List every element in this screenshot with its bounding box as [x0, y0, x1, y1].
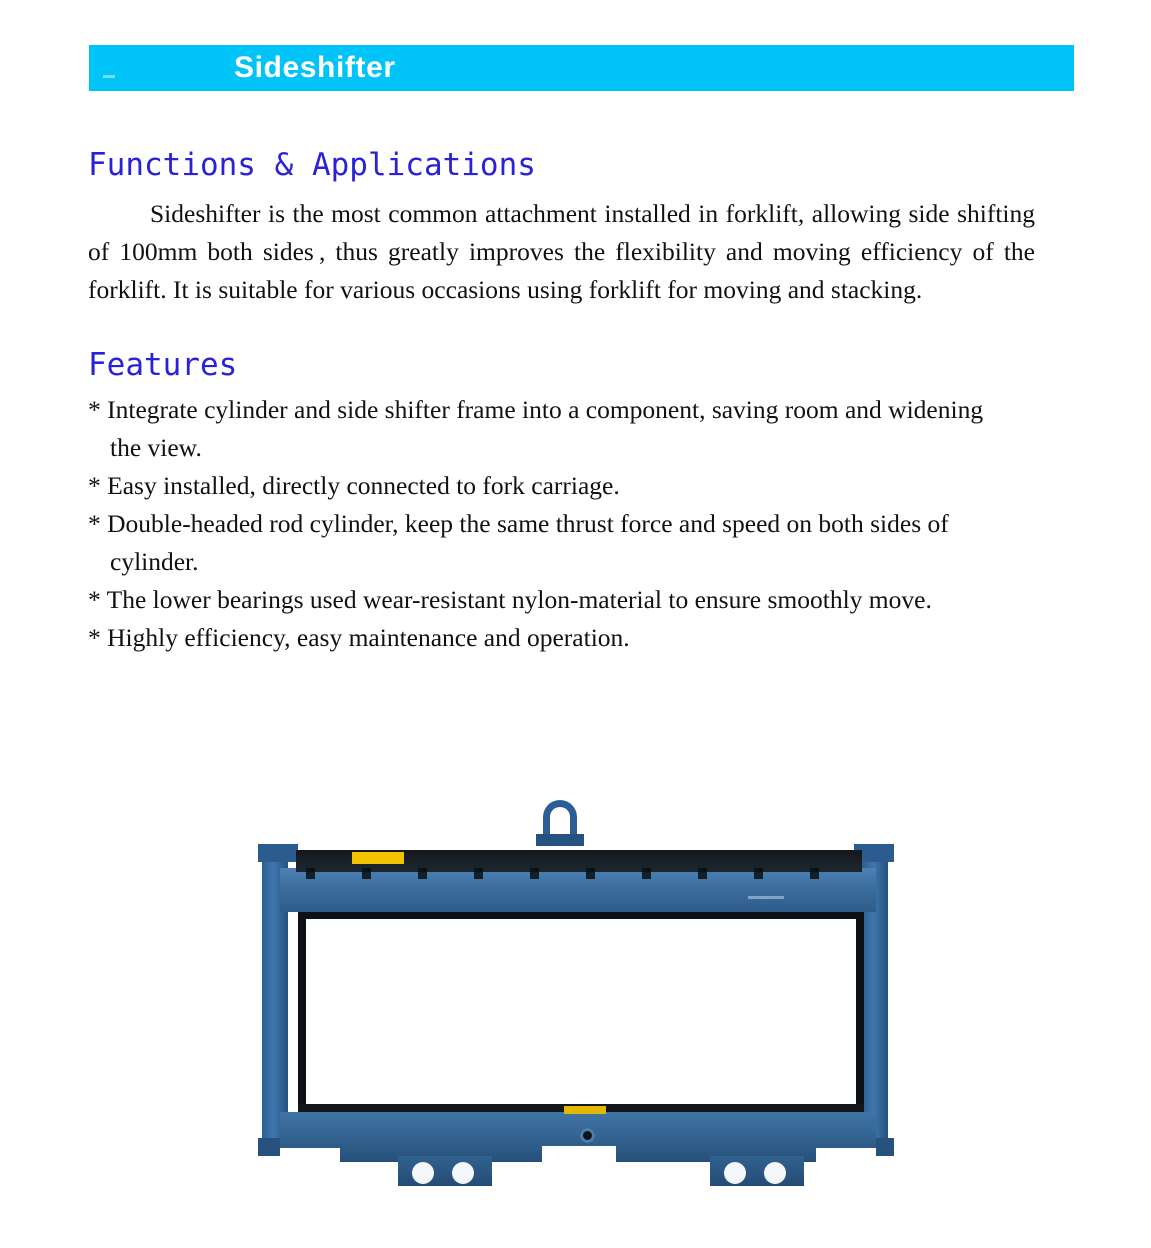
functions-paragraph: Sideshifter is the most common attachment installed in forklift, allowing side shifting of 100mm both sides , thus greatly improves the flexibility and moving efficiency of the forklift. It is suitable for various occasions using forklift for moving and stacking. [88, 199, 1035, 304]
photo-background [250, 788, 900, 1170]
warning-label-bottom [564, 1106, 606, 1114]
lower-hook-bracket-right [710, 1156, 804, 1186]
frame-bottom-hole [580, 1128, 595, 1143]
frame-bottom-cut-left [280, 1148, 340, 1162]
nylon-bearing [412, 1162, 434, 1184]
lifting-eye-base [536, 834, 584, 846]
warning-label-top [352, 852, 404, 864]
list-item: * Easy installed, directly connected to fork carriage. [88, 471, 620, 500]
lower-hook-bracket-left [398, 1156, 492, 1186]
sideshifter-frame [280, 846, 876, 1142]
nylon-bearing [764, 1162, 786, 1184]
frame-top-notches [306, 868, 854, 879]
features-section-heading: Features [88, 347, 238, 383]
document-content [88, 145, 1038, 657]
nylon-bearing [724, 1162, 746, 1184]
functions-section-heading: Functions & Applications [88, 147, 536, 183]
list-item: * The lower bearings used wear-resistant nylon-material to ensure smoothly move. [88, 585, 932, 614]
list-item: * Double-headed rod cylinder, keep the same thrust force and speed on both sides of cylinder. [88, 509, 949, 576]
list-item: * Integrate cylinder and side shifter frame into a component, saving room and widening the view. [88, 395, 984, 462]
page-header-banner [89, 45, 1074, 91]
frame-opening [306, 919, 856, 1105]
product-photo-sideshifter [250, 788, 900, 1170]
nylon-bearing [452, 1162, 474, 1184]
header-artifact-mark [103, 75, 115, 78]
frame-bottom-notch-center [542, 1146, 616, 1162]
frame-opening-rim [298, 912, 864, 1112]
features-list [88, 391, 1038, 657]
frame-bottom-cut-right [816, 1148, 876, 1162]
list-item: * Highly efficiency, easy maintenance and operation. [88, 623, 630, 652]
page-title: Sideshifter [234, 51, 396, 84]
frame-top-marking [748, 896, 784, 899]
